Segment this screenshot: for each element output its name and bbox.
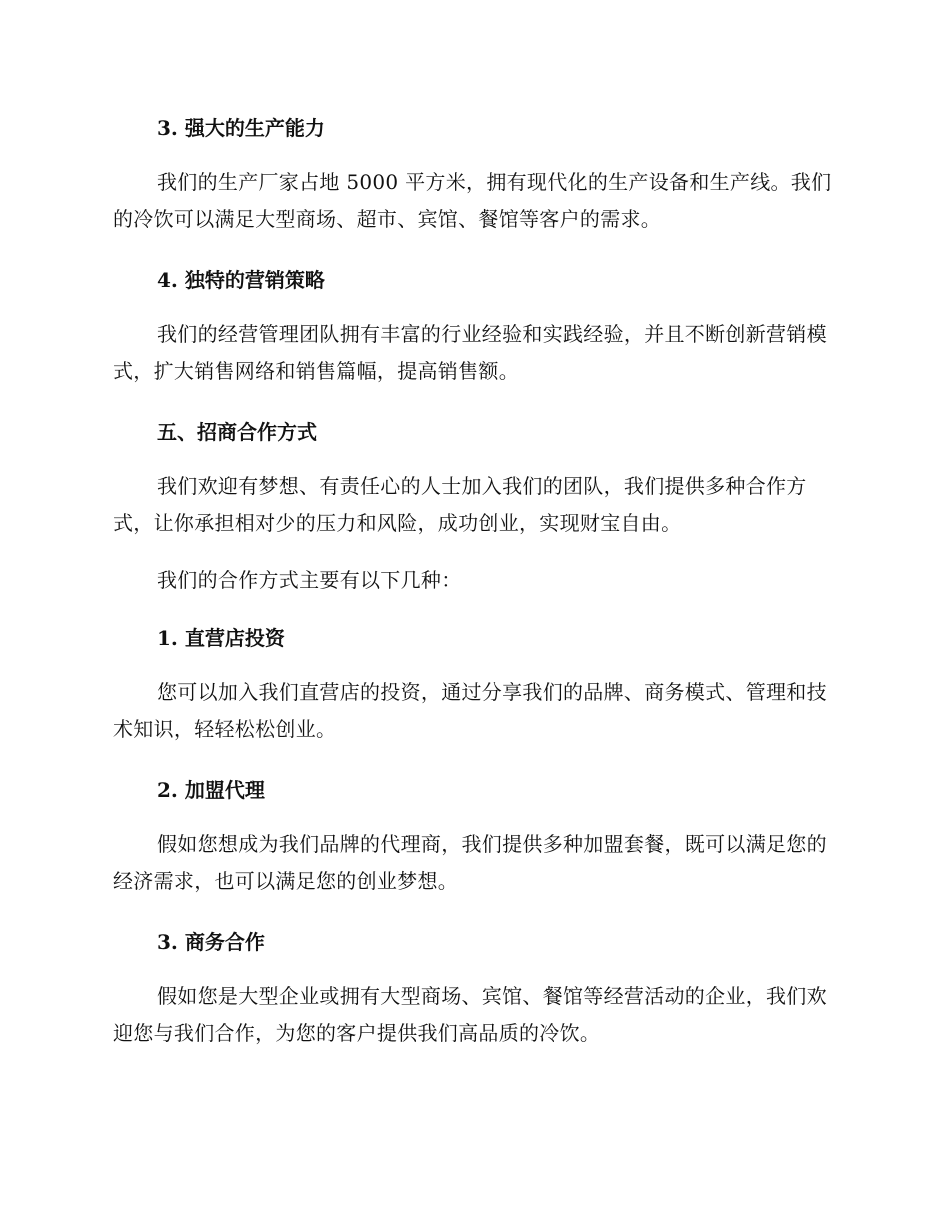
paragraph-marketing-strategy: 我们的经营管理团队拥有丰富的行业经验和实践经验，并且不断创新营销模式，扩大销售网络和销售篇幅，提高销售额。	[113, 322, 827, 383]
section-heading-production-capacity: 3. 强大的生产能力	[157, 116, 325, 140]
section-heading-business-cooperation: 3. 商务合作	[157, 930, 265, 954]
chapter-heading-cooperation-methods: 五、招商合作方式	[157, 420, 317, 444]
section-heading-franchise: 2. 加盟代理	[157, 778, 265, 802]
paragraph-cooperation-intro: 我们欢迎有梦想、有责任心的人士加入我们的团队，我们提供多种合作方式，让你承担相对少的压力和风险，成功创业，实现财宝自由。	[113, 474, 807, 535]
section-heading-direct-store: 1. 直营店投资	[157, 626, 285, 650]
paragraph-production-capacity: 我们的生产厂家占地 5000 平方米，拥有现代化的生产设备和生产线。我们的冷饮可以满足大型商场、超市、宾馆、餐馆等客户的需求。	[113, 170, 832, 231]
section-heading-marketing-strategy: 4. 独特的营销策略	[157, 268, 325, 292]
paragraph-cooperation-list-intro: 我们的合作方式主要有以下几种：	[157, 568, 462, 592]
paragraph-business-cooperation: 假如您是大型企业或拥有大型商场、宾馆、餐馆等经营活动的企业，我们欢迎您与我们合作，为您的客户提供我们高品质的冷饮。	[113, 984, 827, 1045]
paragraph-direct-store: 您可以加入我们直营店的投资，通过分享我们的品牌、商务模式、管理和技术知识，轻轻松松创业。	[113, 680, 827, 741]
paragraph-franchise: 假如您想成为我们品牌的代理商，我们提供多种加盟套餐，既可以满足您的经济需求，也可以满足您的创业梦想。	[113, 832, 827, 893]
